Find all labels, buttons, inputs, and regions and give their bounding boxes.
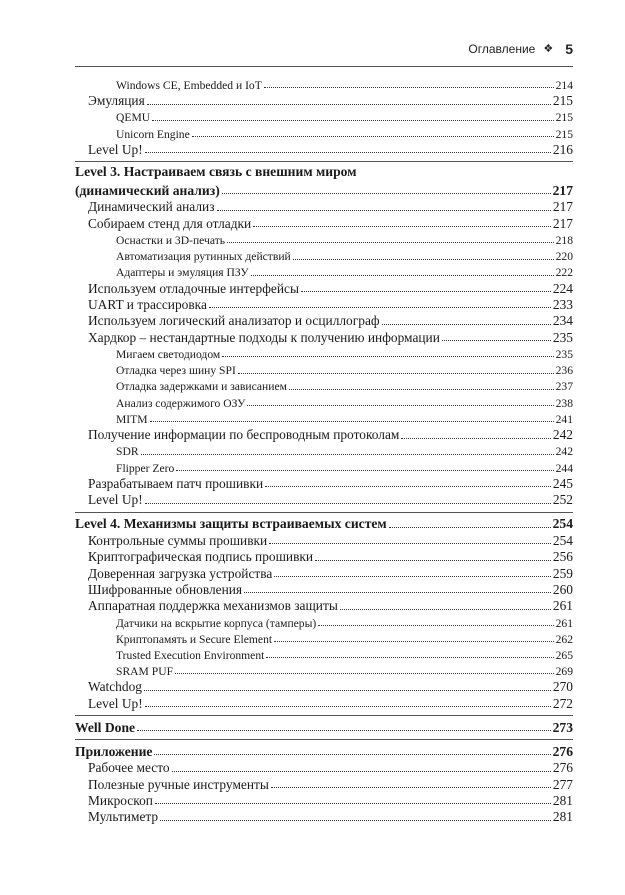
toc-entry-title: Level Up!: [88, 695, 143, 711]
dot-leader: [227, 242, 554, 243]
dot-leader: [144, 690, 551, 691]
dot-leader: [150, 421, 554, 422]
chapter-page-level3: 217: [552, 182, 573, 198]
toc-section-continued: [75, 76, 573, 157]
toc-entry[interactable]: [75, 491, 573, 507]
toc-entry-title: Рабочее место: [88, 760, 170, 776]
toc-subentry[interactable]: [75, 662, 573, 678]
toc-entry[interactable]: [75, 92, 573, 108]
toc-subentry[interactable]: [75, 646, 573, 662]
diamond-ornament-icon: ❖: [543, 42, 554, 55]
dot-leader: [141, 454, 554, 455]
toc-entry-page: 265: [555, 648, 573, 662]
toc-entry-page: 272: [552, 695, 573, 711]
toc-subentry[interactable]: [75, 410, 573, 426]
dot-leader: [145, 706, 551, 707]
dot-leader: [382, 324, 551, 325]
toc-entry-title: Собираем стенд для отладки: [88, 215, 252, 231]
toc-entry-title: Анализ содержимого ОЗУ: [116, 396, 246, 410]
toc-entry-title: Динамический анализ: [88, 199, 215, 215]
toc-entry-title: MITM: [116, 412, 148, 426]
toc-section-level4: [75, 532, 573, 711]
toc-entry-title: Level Up!: [88, 492, 143, 508]
toc-entry[interactable]: [75, 678, 573, 694]
toc-subentry[interactable]: [75, 361, 573, 377]
table-of-contents: [75, 76, 573, 825]
toc-entry-title: Watchdog: [88, 679, 142, 695]
toc-entry-page: 277: [552, 776, 573, 792]
toc-entry-page: 222: [555, 266, 573, 280]
dot-leader: [269, 543, 551, 544]
header-rule: [75, 66, 573, 67]
dot-leader: [222, 193, 551, 194]
toc-entry[interactable]: [75, 565, 573, 581]
toc-entry-page: 217: [552, 199, 573, 215]
toc-entry-page: 242: [552, 427, 573, 443]
dot-leader: [389, 527, 551, 528]
toc-entry-title: Контрольные суммы прошивки: [88, 532, 268, 548]
toc-entry[interactable]: [75, 792, 573, 808]
dot-leader: [172, 771, 551, 772]
toc-entry[interactable]: [75, 280, 573, 296]
toc-entry-title: SDR: [116, 445, 139, 459]
dot-leader: [315, 560, 551, 561]
toc-entry[interactable]: [75, 296, 573, 312]
toc-entry-page: 215: [555, 127, 573, 141]
toc-subentry[interactable]: [75, 76, 573, 92]
dot-leader: [176, 470, 553, 471]
toc-section-appendix: [75, 759, 573, 825]
chapter-page-level4: 254: [552, 516, 573, 532]
toc-entry-page: 281: [552, 809, 573, 825]
toc-entry-page: 241: [555, 412, 573, 426]
toc-entry-title: Разрабатываем патч прошивки: [88, 475, 264, 491]
section-divider: [75, 739, 573, 740]
dot-leader: [160, 820, 551, 821]
dot-leader: [145, 503, 551, 504]
toc-entry-title: Получение информации по беспроводным протоколам: [88, 427, 400, 443]
dot-leader: [265, 486, 551, 487]
dot-leader: [137, 730, 551, 731]
chapter-title-well-done: Well Done: [75, 719, 136, 735]
toc-entry[interactable]: [75, 198, 573, 214]
dot-leader: [147, 104, 551, 105]
running-header-title: Оглавление: [468, 42, 536, 56]
dot-leader: [318, 625, 553, 626]
toc-entry-page: 276: [552, 760, 573, 776]
toc-entry[interactable]: [75, 215, 573, 231]
dot-leader: [274, 641, 554, 642]
toc-subentry[interactable]: [75, 264, 573, 280]
toc-entry[interactable]: [75, 532, 573, 548]
toc-entry[interactable]: [75, 776, 573, 792]
dot-leader: [238, 373, 554, 374]
page-number: 5: [565, 41, 573, 57]
toc-entry-title: Микроскоп: [88, 792, 153, 808]
toc-entry[interactable]: [75, 141, 573, 157]
toc-entry-title: Адаптеры и эмуляция ПЗУ: [116, 266, 249, 280]
toc-entry-page: 242: [555, 445, 573, 459]
chapter-entry-level4[interactable]: [75, 515, 573, 532]
toc-entry-page: 259: [552, 565, 573, 581]
dot-leader: [264, 87, 554, 88]
toc-entry[interactable]: [75, 695, 573, 711]
toc-entry-title: Level Up!: [88, 141, 143, 157]
toc-entry[interactable]: [75, 329, 573, 345]
chapter-title-level3-line2: (динамический анализ): [75, 182, 220, 198]
dot-leader: [401, 438, 551, 439]
dot-leader: [152, 120, 553, 121]
dot-leader: [175, 673, 554, 674]
dot-leader: [301, 291, 551, 292]
dot-leader: [154, 754, 550, 755]
dot-leader: [247, 405, 553, 406]
chapter-entry-appendix[interactable]: [75, 742, 573, 759]
toc-entry-title: Датчики на вскрытие корпуса (тамперы): [116, 616, 317, 630]
toc-entry-page: 238: [555, 396, 573, 410]
chapter-page-appendix: 276: [552, 743, 573, 759]
chapter-title-level3-line1[interactable]: Level 3. Настраиваем связь с внешним миром: [75, 164, 357, 180]
toc-entry[interactable]: [75, 475, 573, 491]
toc-subentry[interactable]: [75, 378, 573, 394]
toc-entry-title: Мультиметр: [88, 809, 159, 825]
toc-entry[interactable]: [75, 426, 573, 442]
toc-entry-page: 214: [555, 78, 573, 92]
section-divider: [75, 715, 573, 716]
toc-entry-page: 261: [552, 598, 573, 614]
toc-subentry[interactable]: [75, 109, 573, 125]
toc-entry-page: 262: [555, 632, 573, 646]
toc-entry-page: 270: [552, 679, 573, 695]
toc-entry-page: 215: [552, 93, 573, 109]
toc-entry-title: Flipper Zero: [116, 461, 175, 475]
toc-entry-page: 236: [555, 364, 573, 378]
toc-entry-title: Эмуляция: [88, 93, 145, 109]
toc-entry[interactable]: [75, 548, 573, 564]
toc-entry-page: 215: [555, 111, 573, 125]
chapter-title-level4: Level 4. Механизмы защиты встраиваемых систем: [75, 516, 387, 532]
toc-entry-page: 254: [552, 532, 573, 548]
chapter-entry-well-done[interactable]: [75, 718, 573, 735]
toc-entry[interactable]: [75, 759, 573, 775]
dot-leader: [192, 136, 554, 137]
toc-subentry[interactable]: [75, 247, 573, 263]
toc-entry-title: Аппаратная поддержка механизмов защиты: [88, 598, 338, 614]
toc-entry[interactable]: [75, 581, 573, 597]
toc-entry-title: Используем логический анализатор и осциллограф: [88, 313, 380, 329]
toc-entry-page: 216: [552, 141, 573, 157]
toc-entry-page: 237: [555, 380, 573, 394]
dot-leader: [209, 307, 551, 308]
chapter-page-well-done: 273: [552, 719, 573, 735]
section-divider: [75, 161, 573, 162]
toc-entry-page: 245: [552, 475, 573, 491]
toc-entry-title: Trusted Execution Environment: [116, 648, 265, 662]
dot-leader: [274, 576, 551, 577]
toc-entry-page: 217: [552, 215, 573, 231]
toc-entry-page: 220: [555, 250, 573, 264]
dot-leader: [244, 592, 551, 593]
toc-entry[interactable]: [75, 808, 573, 824]
dot-leader: [289, 389, 554, 390]
toc-subentry[interactable]: [75, 125, 573, 141]
section-divider: [75, 512, 573, 513]
toc-entry-title: Оснастки и 3D-печать: [116, 233, 226, 247]
toc-subentry[interactable]: [75, 394, 573, 410]
toc-entry-title: Windows CE, Embedded и IoT: [116, 78, 262, 92]
toc-subentry[interactable]: [75, 231, 573, 247]
dot-leader: [271, 787, 551, 788]
toc-entry-page: 261: [555, 616, 573, 630]
toc-entry-title: Автоматизация рутинных действий: [116, 250, 291, 264]
toc-subentry[interactable]: [75, 614, 573, 630]
toc-entry-title: Доверенная загрузка устройства: [88, 565, 273, 581]
toc-entry-page: 269: [555, 665, 573, 679]
toc-entry-page: 256: [552, 549, 573, 565]
toc-entry-page: 281: [552, 792, 573, 808]
toc-subentry[interactable]: [75, 443, 573, 459]
toc-entry[interactable]: [75, 597, 573, 613]
toc-entry-title: Хардкор – нестандартные подходы к получению информации: [88, 329, 440, 345]
toc-entry-title: UART и трассировка: [88, 297, 207, 313]
toc-entry-page: 224: [552, 280, 573, 296]
toc-entry-title: Используем отладочные интерфейсы: [88, 280, 299, 296]
dot-leader: [222, 356, 553, 357]
chapter-title-appendix: Приложение: [75, 743, 153, 759]
dot-leader: [340, 609, 551, 610]
toc-entry-title: Мигаем светодиодом: [116, 348, 221, 362]
toc-subentry[interactable]: [75, 630, 573, 646]
toc-entry-title: Криптографическая подпись прошивки: [88, 549, 314, 565]
dot-leader: [442, 340, 551, 341]
toc-entry[interactable]: [75, 312, 573, 328]
dot-leader: [266, 657, 553, 658]
toc-section-level3: [75, 198, 573, 507]
toc-entry-page: 235: [555, 348, 573, 362]
toc-entry-title: Unicorn Engine: [116, 127, 190, 141]
dot-leader: [253, 226, 551, 227]
toc-entry-title: Криптопамять и Secure Element: [116, 632, 273, 646]
toc-entry-page: 244: [555, 461, 573, 475]
chapter-entry-level3[interactable]: [75, 181, 573, 198]
dot-leader: [251, 275, 554, 276]
toc-entry-page: 260: [552, 581, 573, 597]
dot-leader: [293, 259, 554, 260]
toc-subentry[interactable]: [75, 345, 573, 361]
toc-entry-page: 252: [552, 492, 573, 508]
dot-leader: [155, 803, 551, 804]
toc-entry-title: Шифрованные обновления: [88, 581, 243, 597]
toc-entry-page: 234: [552, 313, 573, 329]
toc-entry-page: 235: [552, 329, 573, 345]
dot-leader: [217, 210, 551, 211]
toc-entry-title: Отладка через шину SPI: [116, 364, 236, 378]
toc-subentry[interactable]: [75, 459, 573, 475]
toc-entry-title: Отладка задержками и зависанием: [116, 380, 287, 394]
toc-entry-page: 218: [555, 233, 573, 247]
toc-entry-page: 233: [552, 297, 573, 313]
dot-leader: [145, 152, 551, 153]
toc-entry-title: QEMU: [116, 111, 151, 125]
toc-entry-title: Полезные ручные инструменты: [88, 776, 269, 792]
running-header: [75, 39, 573, 59]
toc-entry-title: SRAM PUF: [116, 665, 174, 679]
